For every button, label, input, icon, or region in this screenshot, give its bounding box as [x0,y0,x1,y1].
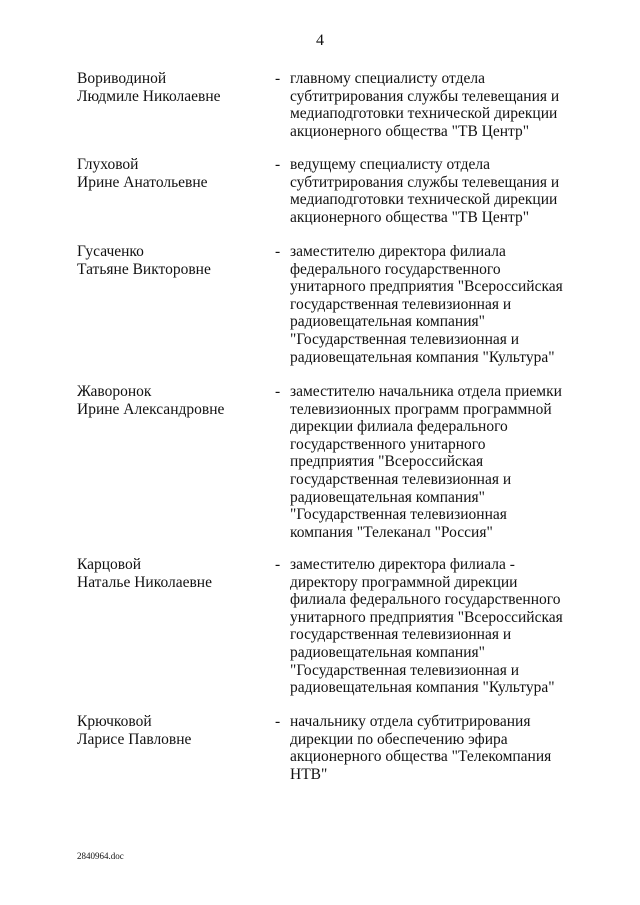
position-line: директору программной дирекции [290,573,518,591]
entry-dash: - [275,156,281,173]
position-line: радиовещательная компания" [290,643,485,661]
position-line: "Государственная телевизионная и [290,661,520,679]
position-line: государственного унитарного [290,435,486,453]
recipient-surname: Крючковой [77,713,152,730]
position-line: предприятия "Всероссийская [290,453,484,471]
entry-dash: - [275,243,281,260]
recipient-given-names: Ирине Александровне [77,400,225,418]
recipient-given-names: Ларисе Павловне [77,730,192,748]
recipient-given-names: Людмиле Николаевне [77,87,221,105]
recipient-name [77,70,257,105]
document-filename: 2840964.doc [77,851,124,861]
position-line: медиаподготовки технической дирекции [290,105,558,123]
recipient-position [290,70,580,140]
position-line: "Государственная телевизионная и [290,330,520,348]
recipient-name [77,383,257,418]
position-line: ведущему специалисту отдела [290,156,491,173]
recipient-surname: Вориводиной [77,70,167,87]
position-line: телевизионных программ программной [290,400,552,418]
recipient-position [290,556,580,697]
position-line: субтитрирования службы телевещания и [290,173,560,191]
position-line: медиаподготовки технической дирекции [290,191,558,209]
recipient-given-names: Татьяне Викторовне [77,260,211,278]
position-line: заместителю директора филиала [290,243,506,260]
position-line: государственная телевизионная и [290,626,512,644]
position-line: унитарного предприятия "Всероссийская [290,608,563,626]
recipient-given-names: Ирине Анатольевне [77,173,208,191]
recipient-position [290,713,580,783]
position-line: дирекции филиала федерального [290,418,508,436]
position-line: дирекции по обеспечению эфира [290,730,508,748]
position-line: федерального государственного [290,260,501,278]
position-line: радиовещательная компания "Культура" [290,348,555,366]
recipient-position [290,243,580,366]
recipient-name [77,713,257,748]
entry-dash: - [275,70,281,87]
recipient-surname: Жаворонок [77,383,152,400]
page-number: 4 [316,32,324,49]
position-line: радиовещательная компания "Культура" [290,679,555,697]
position-line: радиовещательная компания" [290,488,485,506]
recipient-position [290,383,580,541]
position-line: заместителю начальника отдела приемки [290,383,562,400]
position-line: акционерного общества "ТВ Центр" [290,208,530,226]
position-line: унитарного предприятия "Всероссийская [290,278,563,296]
position-line: компания "Телеканал "Россия" [290,523,493,541]
recipient-name [77,243,257,278]
position-line: субтитрирования службы телевещания и [290,87,560,105]
position-line: НТВ" [290,765,328,783]
position-line: акционерного общества "ТВ Центр" [290,122,530,140]
position-line: акционерного общества "Телекомпания [290,748,552,766]
recipient-surname: Глуховой [77,156,139,173]
recipient-surname: Гусаченко [77,243,144,260]
position-line: "Государственная телевизионная [290,506,507,524]
entry-dash: - [275,713,281,730]
recipient-given-names: Наталье Николаевне [77,573,212,591]
recipient-position [290,156,580,226]
position-line: государственная телевизионная и [290,470,512,488]
position-line: заместителю директора филиала - [290,556,515,573]
recipient-name [77,556,257,591]
position-line: главному специалисту отдела [290,70,485,87]
entry-dash: - [275,383,281,400]
entry-dash: - [275,556,281,573]
position-line: государственная телевизионная и [290,295,512,313]
position-line: филиала федерального государственного [290,591,561,609]
recipient-surname: Карцовой [77,556,142,573]
position-line: радиовещательная компания" [290,313,485,331]
position-line: начальнику отдела субтитрирования [290,713,531,730]
recipient-name [77,156,257,191]
